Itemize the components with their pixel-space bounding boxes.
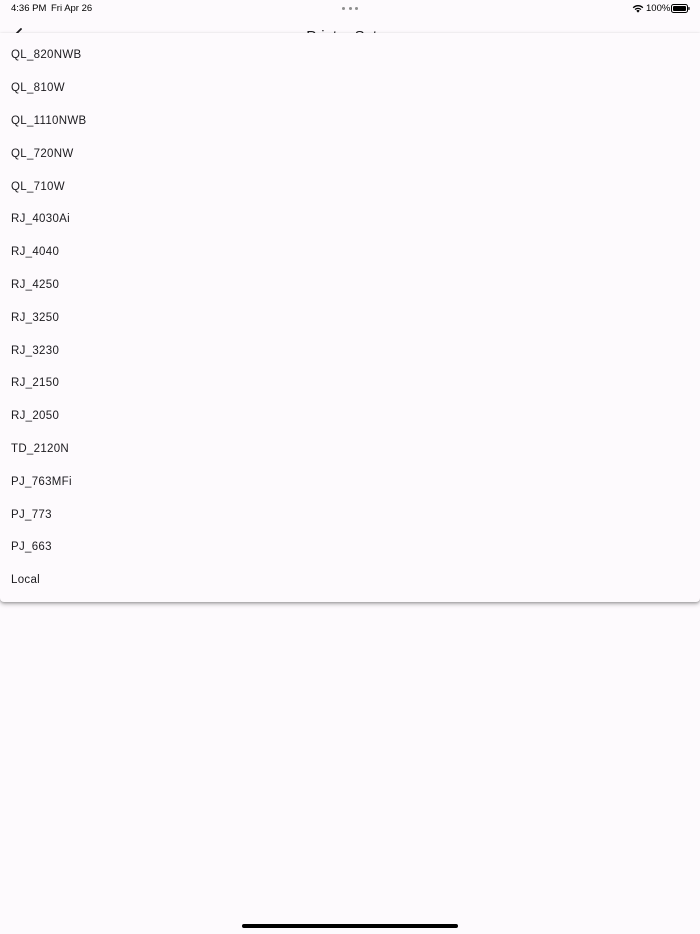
menu-item-pj-773[interactable]: PJ_773 — [11, 508, 52, 521]
menu-item-ql-1110nwb[interactable]: QL_1110NWB — [11, 114, 87, 127]
menu-item-rj-3230[interactable]: RJ_3230 — [11, 344, 60, 357]
menu-item-rj-4030ai[interactable]: RJ_4030Ai — [11, 213, 70, 226]
wifi-icon — [632, 4, 644, 13]
menu-item-rj-3250[interactable]: RJ_3250 — [11, 311, 60, 324]
status-time: 4:36 PM — [11, 3, 47, 14]
menu-item-ql-710w[interactable]: QL_710W — [11, 180, 65, 193]
menu-item-local[interactable]: Local — [11, 574, 40, 587]
battery-full-icon — [671, 4, 690, 13]
menu-item-ql-820nwb[interactable]: QL_820NWB — [11, 49, 82, 62]
menu-item-ql-720nw[interactable]: QL_720NW — [11, 147, 74, 160]
menu-item-td-2120n[interactable]: TD_2120N — [11, 442, 70, 455]
menu-item-pj-763mfi[interactable]: PJ_763MFi — [11, 475, 72, 488]
menu-item-rj-4040[interactable]: RJ_4040 — [11, 246, 60, 259]
menu-item-pj-663[interactable]: PJ_663 — [11, 541, 52, 554]
status-bar — [0, 0, 700, 18]
menu-item-rj-2050[interactable]: RJ_2050 — [11, 410, 60, 423]
battery-percentage: 100% — [646, 3, 671, 14]
home-indicator[interactable] — [242, 924, 458, 928]
status-date: Fri Apr 26 — [51, 3, 93, 14]
menu-item-ql-810w[interactable]: QL_810W — [11, 82, 65, 95]
printer-model-list — [0, 33, 700, 597]
multitask-dots-icon[interactable] — [342, 7, 358, 10]
menu-item-rj-4250[interactable]: RJ_4250 — [11, 278, 60, 291]
menu-item-rj-2150[interactable]: RJ_2150 — [11, 377, 60, 390]
printer-model-menu — [0, 33, 700, 602]
